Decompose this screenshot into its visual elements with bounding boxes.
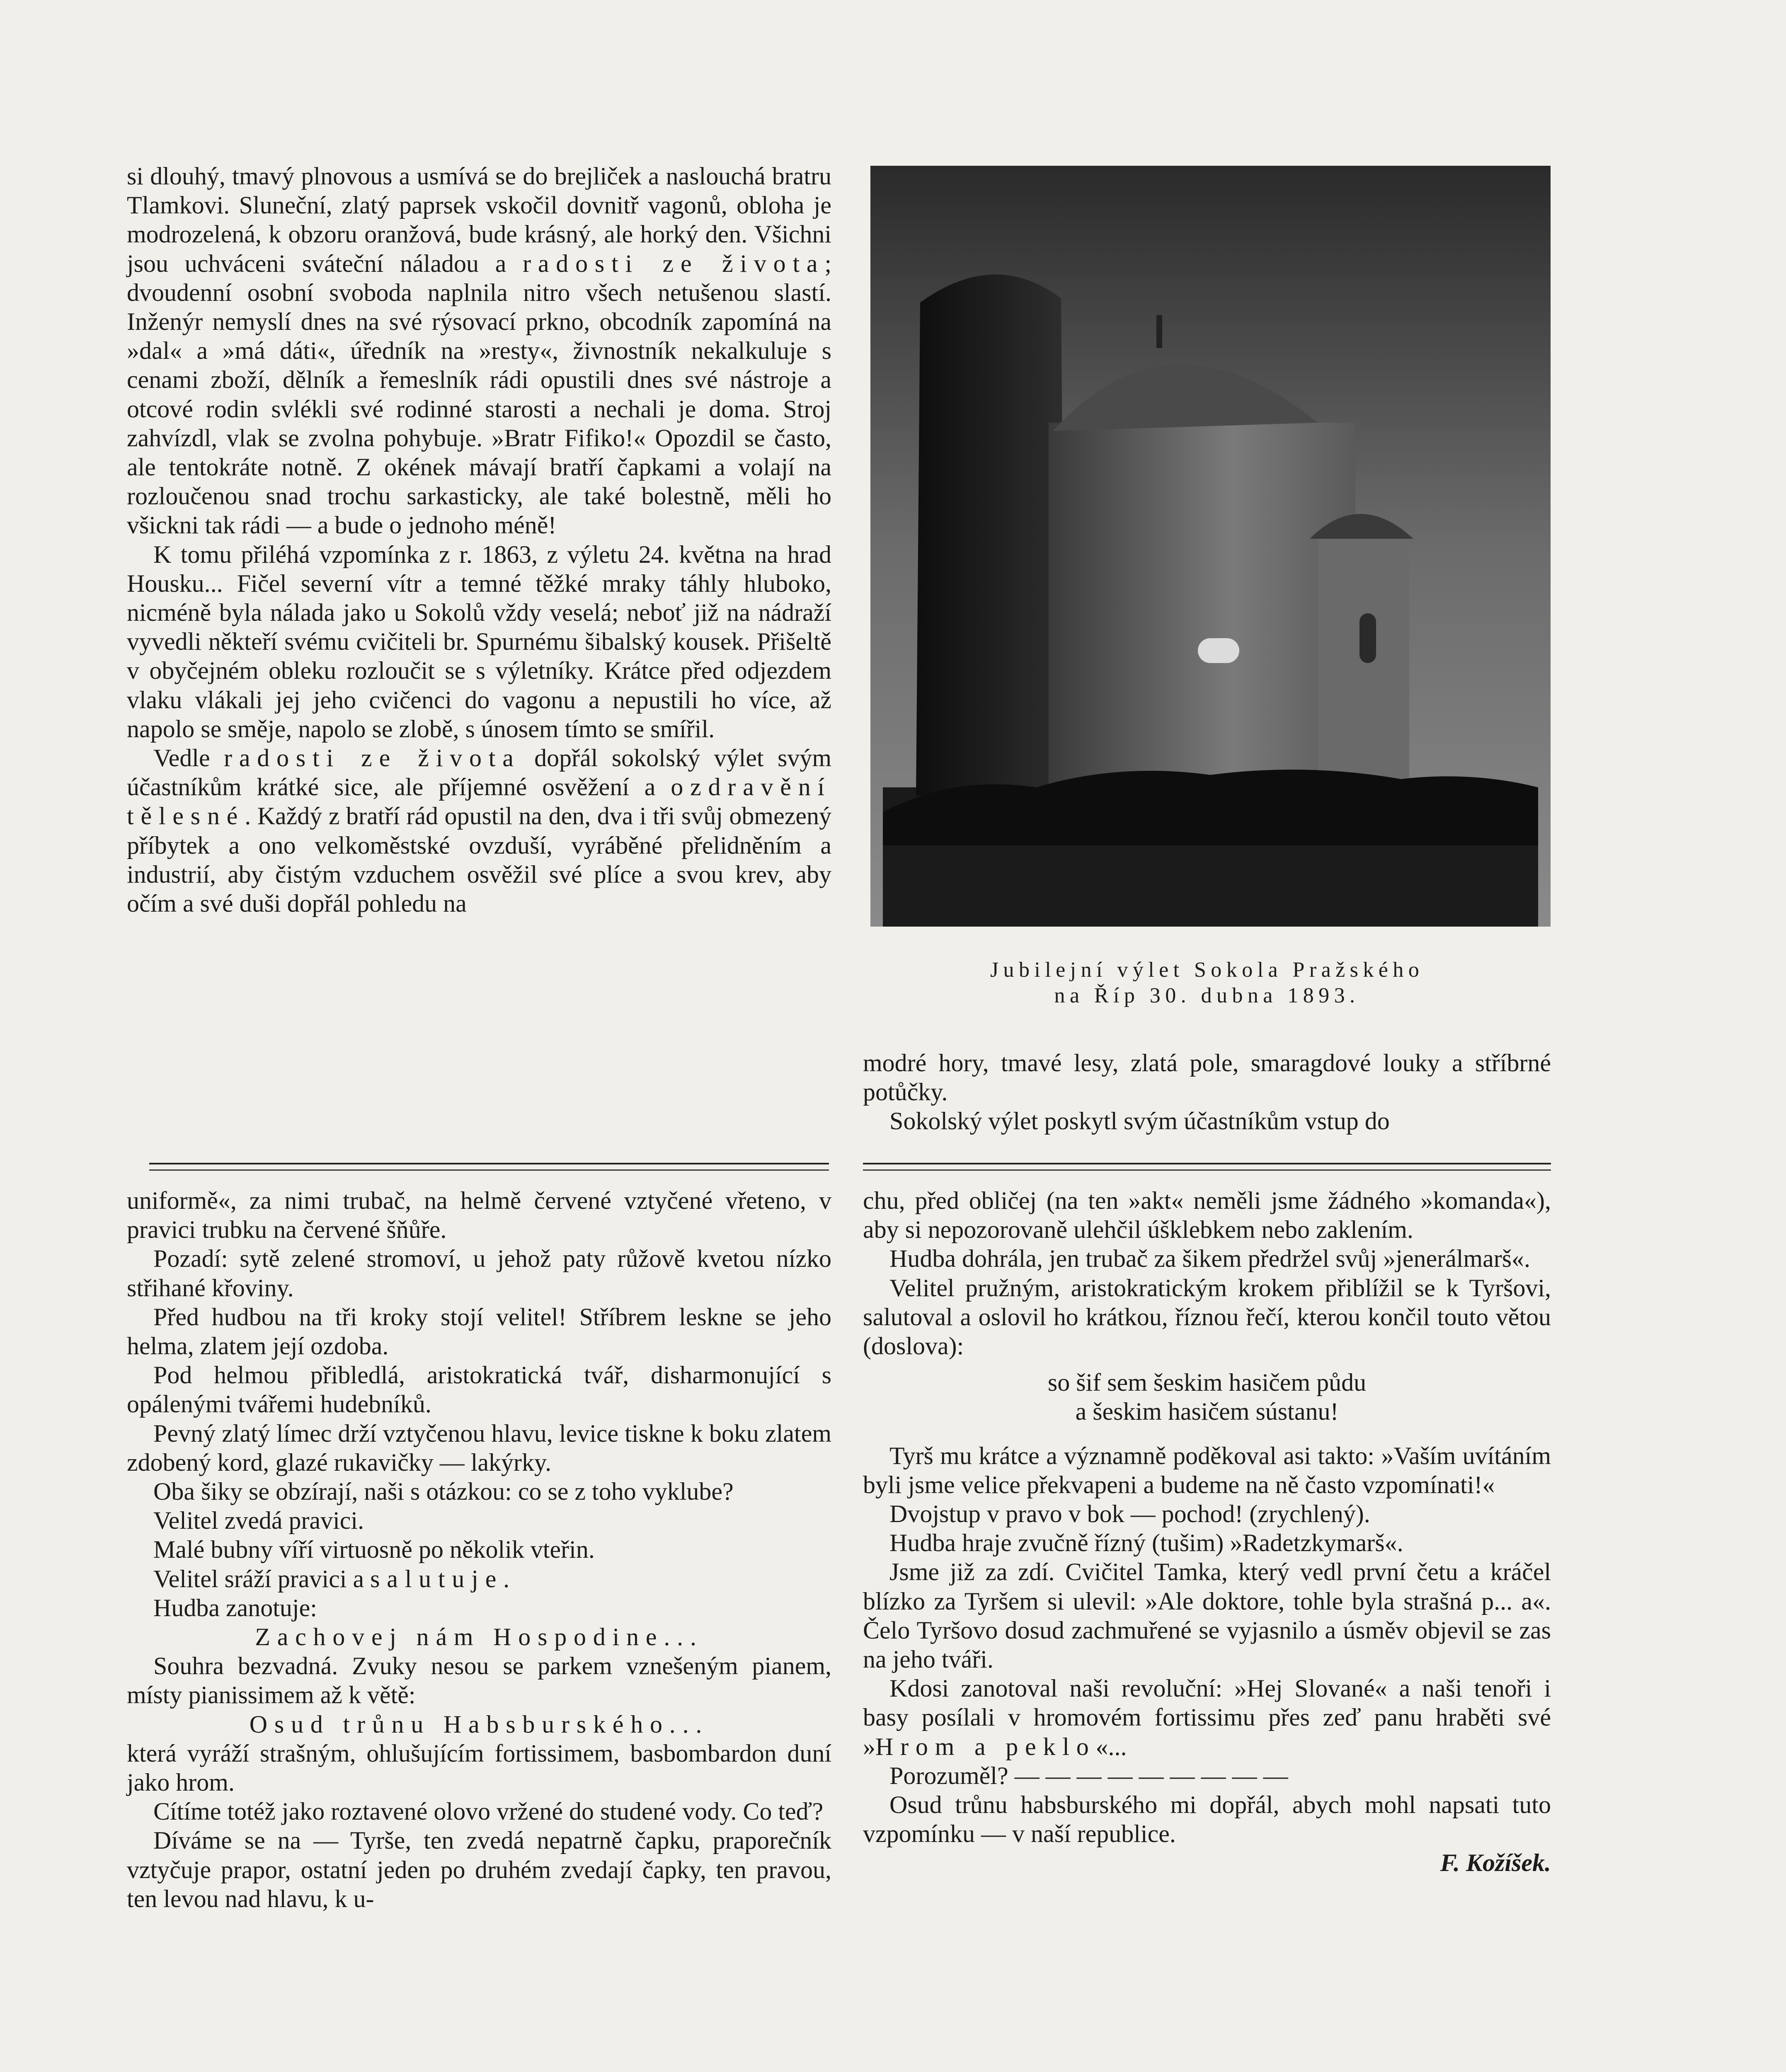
photo-rip-rotunda [870, 166, 1551, 927]
paragraph: Velitel zvedá pravici. [153, 1507, 364, 1535]
spaced-emphasis: radosti ze života [224, 744, 521, 772]
paragraph: Pozadí: sytě zelené stromoví, u jehož paty růžově kvetou nízko střihané křoviny. [127, 1245, 831, 1302]
paragraph: Cítíme totéž jako roztavené olovo vržené do studené vody. Co teď? [153, 1798, 824, 1825]
spaced-emphasis: ozdravění tělesné [127, 773, 832, 830]
spaced-emphasis: salutuje [370, 1565, 504, 1593]
quote-line: so šif sem šeskim hasičem půdu [1047, 1369, 1367, 1397]
paragraph: Kdosi zanotoval naši revoluční: »Hej Slované« a naši tenoři i basy posílali v hromovém fortissimu přes zeď panu hraběti své »Hrom a peklo«... [863, 1675, 1551, 1760]
column-top-left [127, 162, 831, 918]
paragraph: Oba šiky se obzírají, naši s otázkou: co se z toho vyklube? [153, 1478, 734, 1506]
separator-rule [863, 1163, 1551, 1164]
song-line: Osud trůnu Habsburského... [249, 1710, 709, 1738]
paragraph: Dvojstup v pravo v bok — pochod! (zrychlený). [889, 1500, 1370, 1528]
paragraph: uniformě«, za nimi trubač, na helmě červené vztyčené vřeteno, v pravici trubku na červené šňůře. [127, 1187, 831, 1244]
separator-rule [149, 1163, 829, 1164]
spaced-emphasis: Hrom a peklo [875, 1733, 1096, 1760]
paragraph: Hudba dohrála, jen trubač za šikem předržel svůj »jenerálmarš«. [889, 1245, 1531, 1273]
photo-image [870, 166, 1551, 927]
paragraph: Jsme již za zdí. Cvičitel Tamka, který vedl první četu a kráčel blízko za Tyršem si ulevil: »Ale doktore, tohle byla strašná p... a«. Čelo Tyršovo dosud zachmuřené se vyjasnilo a úsměv objevil se zas na jeho tváři. [863, 1558, 1551, 1673]
paragraph: Malé bubny víří virtuosně po několik vteřin. [153, 1536, 595, 1564]
paragraph: která vyráží strašným, ohlušujícím fortissimem, basbombardon duní jako hrom. [127, 1739, 831, 1796]
column-bottom-right [863, 1186, 1551, 1878]
spaced-emphasis: radosti ze života [523, 249, 825, 277]
caption-line-2: na Říp 30. dubna 1893. [1054, 984, 1360, 1007]
paragraph: si dlouhý, tmavý plnovous a usmívá se do brejliček a naslouchá bratru Tlamkovi. Sluneční, zlatý paprsek vskočil dovnitř vagonů, obloha je modrozelená, k obzoru oranžová, bude krásný, ale horký den. Všichni jsou uchváceni sváteční náladou a radosti ze života; dvoudenní osobní svoboda naplnila nitro všech netušenou slastí. Inženýr nemyslí dnes na své rýsovací prkno, obcodník zapomíná na »dal« a »má dáti«, úředník na »resty«, živnostník nekalkuluje s cenami zboží, dělník a řemeslník rádi opustili dnes své nástroje a otcové rodin svlékli své rodinné starosti a nechali je doma. Stroj zahvízdl, vlak se zvolna pohybuje. »Bratr Fifiko!« Opozdil se často, ale tentokráte notně. Z okének mávají bratří čapkami a volají na rozloučenou snad trochu sarkasticky, ale také bolestně, měli ho všickni tak rádi — a bude o jednoho méně! [127, 162, 832, 539]
paragraph: Před hudbou na tři kroky stojí velitel! Stříbrem leskne se jeho helma, zlatem její ozdoba. [127, 1303, 831, 1360]
paragraph: Díváme se na — Tyrše, ten zvedá nepatrně čapku, praporečník vztyčuje prapor, ostatní jeden po druhém zvedají čapky, ten pravou, ten levou nad hlavu, k u- [127, 1827, 831, 1912]
quote-line: a šeskim hasičem sústanu! [1075, 1398, 1339, 1426]
paragraph: Vedle radosti ze života dopřál sokolský výlet svým účastníkům krátké sice, ale příjemné osvěžení a ozdravění tělesné. Každý z bratří rád opustil na den, dva i tři svůj obmezený příbytek a ono velkoměstské ovzduší, vyráběné přelidněním a industrií, aby čistým vzduchem osvěžil své plíce a svou krev, aby očím a své duši dopřál pohledu na [127, 744, 832, 917]
paragraph: Tyrš mu krátce a významně poděkoval asi takto: »Vaším uvítáním byli jsme velice překvapeni a budeme na ně často vzpomínati!« [863, 1442, 1551, 1498]
column-bottom-left [127, 1186, 831, 1913]
paragraph: Pevný zlatý límec drží vztyčenou hlavu, levice tiskne k boku zlatem zdobený kord, glazé rukavičky — lakýrky. [127, 1419, 831, 1476]
paragraph: Porozuměl? — — — — — — — — — [889, 1762, 1288, 1789]
paragraph: Sokolský výlet poskytl svým účastníkům vstup do [889, 1107, 1390, 1135]
caption-line-1: Jubilejní výlet Sokola Pražského [990, 958, 1424, 982]
paragraph: Pod helmou přibledlá, aristokratická tvář, disharmonující s opálenými tvářemi hudebníků. [127, 1361, 831, 1418]
separator-rule [863, 1169, 1551, 1171]
separator-rule [149, 1169, 829, 1171]
paragraph: Velitel pružným, aristokratickým krokem přiblížil se k Tyršovi, salutoval a oslovil ho krátkou, říznou řečí, kterou končil touto větou (doslova): [863, 1274, 1551, 1360]
paragraph: K tomu přiléhá vzpomínka z r. 1863, z výletu 24. května na hrad Housku... Fičel severní vítr a temné těžké mraky táhly hluboko, nicméně byla nálada jako u Sokolů vždy veselá; neboť již na nádraží vyvedli někteří svému cvičiteli br. Spurnému šibalský kousek. Přišeltě v obyčejném obleku rozloučit se s výletníky. Krátce před odjezdem vlaku vlákali jej jeho cvičenci do vagonu a nepustili ho více, až napolo se směje, napolo se zlobě, s únosem tímto se smířil. [127, 540, 831, 743]
column-top-right [863, 1048, 1551, 1136]
song-line: Zachovej nám Hospodine... [255, 1623, 703, 1651]
paragraph: chu, před obličej (na ten »akt« neměli jsme žádného »komanda«), aby si nepozorovaně ulehčil úšklebkem nebo zaklením. [863, 1187, 1551, 1244]
paragraph: Hudba hraje zvučně řízný (tušim) »Radetzkymarš«. [889, 1529, 1403, 1557]
paragraph: Velitel sráží pravici a salutuje. [153, 1565, 510, 1593]
paragraph: Souhra bezvadná. Zvuky nesou se parkem vznešeným pianem, místy pianissimem až k větě: [127, 1652, 831, 1709]
paragraph: Hudba zanotuje: [153, 1594, 317, 1622]
paragraph: Osud trůnu habsburského mi dopřál, abych mohl napsati tuto vzpomínku — v naší republice. [863, 1791, 1551, 1848]
photo-caption [863, 957, 1551, 1009]
author-signature: F. Kožíšek. [1440, 1849, 1551, 1877]
paragraph: modré hory, tmavé lesy, zlatá pole, smaragdové louky a stříbrné potůčky. [863, 1049, 1551, 1106]
